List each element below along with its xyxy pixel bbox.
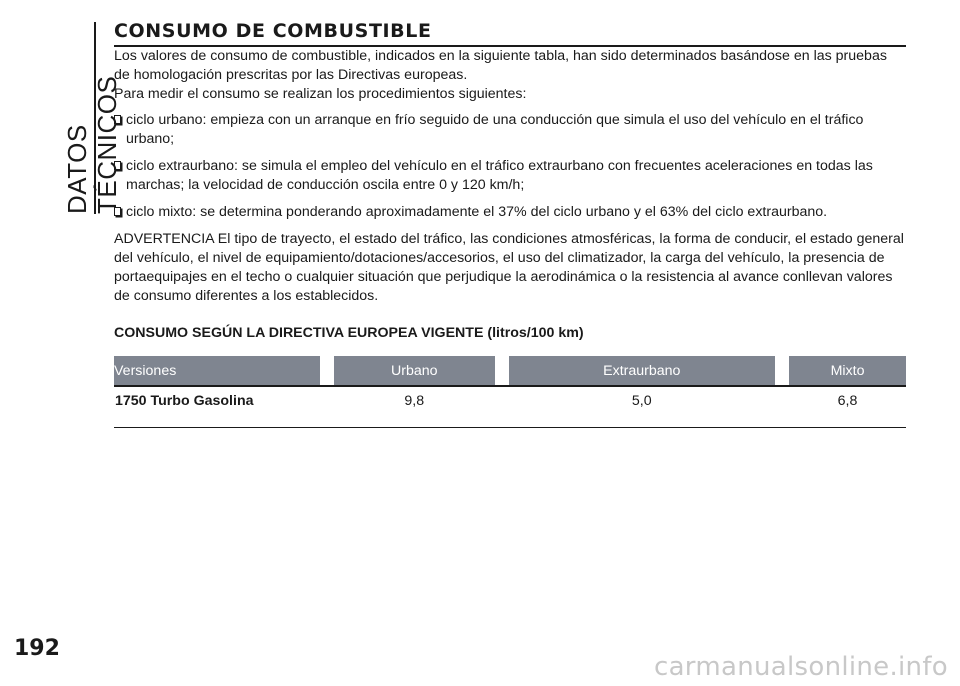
- list-item: [114, 111, 906, 149]
- cell-urbano: 9,8: [334, 387, 495, 428]
- consumption-table: [114, 356, 906, 428]
- main-content: [114, 20, 906, 428]
- measure-intro: Para medir el consumo se realizan los procedimientos siguientes:: [114, 86, 527, 102]
- header-versiones: Versiones: [114, 356, 320, 387]
- table-title: CONSUMO SEGÚN LA DIRECTIVA EUROPEA VIGENTE (litros/100 km): [114, 325, 584, 341]
- procedure-text: ciclo extraurbano: se simula el empleo del vehículo en el tráfico extraurbano con frecuentes aceleraciones en todas las marchas; la velocidad de conducción oscila entre 0 y 120 km/h;: [126, 158, 873, 193]
- watermark: carmanualsonline.info: [653, 652, 948, 682]
- header-mixto: Mixto: [789, 356, 906, 387]
- procedure-list: [114, 111, 906, 222]
- checkbox-bullet-icon: [114, 115, 121, 124]
- table-header-row: [114, 356, 906, 387]
- list-item: [114, 203, 906, 222]
- section-title: CONSUMO DE COMBUSTIBLE: [114, 20, 906, 47]
- intro-paragraph: Los valores de consumo de combustible, indicados en la siguiente tabla, han sido determinados basándose en las pruebas de homologación prescritas por las Directivas europeas.: [114, 48, 887, 83]
- cell-version: 1750 Turbo Gasolina: [114, 387, 320, 428]
- side-tab: [62, 22, 122, 214]
- checkbox-bullet-icon: [114, 207, 121, 216]
- header-urbano: Urbano: [334, 356, 495, 387]
- table-row: [114, 387, 906, 428]
- warning-paragraph: ADVERTENCIA El tipo de trayecto, el estado del tráfico, las condiciones atmosféricas, la forma de conducir, el estado general del vehículo, el nivel de equipamiento/dotaciones/accesorios, el uso del climatizador, la carga del vehículo, la presencia de portaequipajes en el techo o cualquier situación que perjudique la aerodinámica o la resistencia al avance conllevan valores de consumo diferentes a los establecidos.: [114, 231, 904, 304]
- checkbox-bullet-icon: [114, 161, 121, 170]
- procedure-text: ciclo urbano: empieza con un arranque en frío seguido de una conducción que simula el uso del vehículo en el tráfico urbano;: [126, 112, 864, 147]
- cell-mixto: 6,8: [789, 387, 906, 428]
- side-tab-label: DATOS TÉCNICOS: [62, 75, 122, 214]
- procedure-text: ciclo mixto: se determina ponderando aproximadamente el 37% del ciclo urbano y el 63% del ciclo extraurbano.: [126, 204, 828, 220]
- page-number: 192: [14, 636, 60, 661]
- cell-extraurbano: 5,0: [509, 387, 776, 428]
- list-item: [114, 157, 906, 195]
- header-extraurbano: Extraurbano: [509, 356, 776, 387]
